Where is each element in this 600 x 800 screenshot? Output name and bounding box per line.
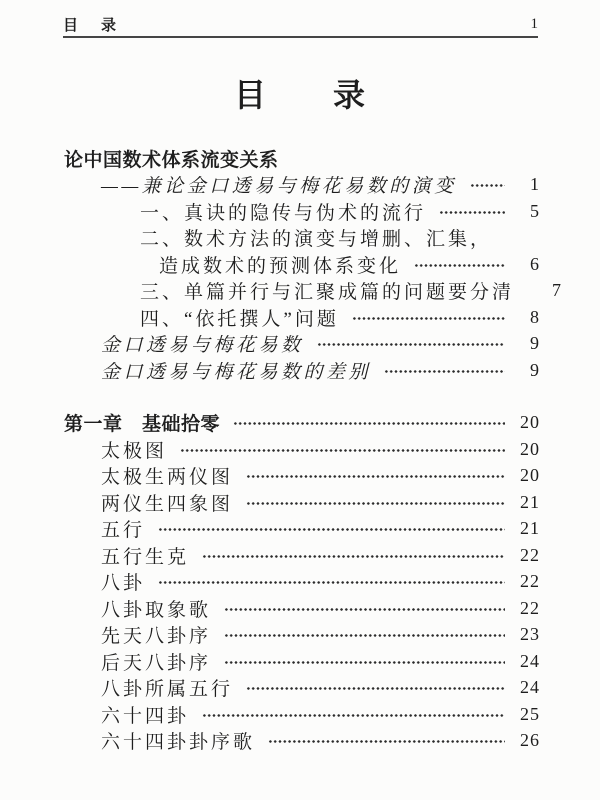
toc-entry-page-number: 9	[530, 359, 540, 380]
toc-entry	[64, 569, 540, 596]
toc-entry-page-number: 26	[520, 730, 540, 751]
toc-entry-page-number: 20	[520, 465, 540, 486]
running-header-page-number: 1	[530, 15, 538, 32]
dot-leader	[158, 579, 505, 586]
page-title: 目 录	[233, 77, 366, 113]
toc-entry	[64, 410, 540, 437]
toc-entry-text: 金口透易与梅花易数	[101, 335, 304, 357]
toc-entry-text: 先天八卦序	[101, 626, 212, 648]
toc-entry-text: 二、数术方法的演变与增删、汇集，	[140, 229, 493, 251]
dot-leader	[246, 473, 505, 480]
toc-entry	[64, 595, 540, 622]
toc-entry-page-number: 22	[520, 544, 540, 565]
toc-section-chapter-1	[64, 410, 540, 755]
toc-entry	[64, 304, 540, 331]
toc-entry-page-number: 22	[520, 597, 540, 618]
toc-entry-page-number: 8	[530, 306, 540, 327]
toc-entry-page-number: 5	[530, 200, 540, 221]
dot-leader	[224, 632, 505, 639]
toc-entry-text: 太极生两仪图	[101, 467, 234, 489]
toc-entry-page-number: 24	[520, 650, 540, 671]
running-header-title: 目 录	[63, 16, 121, 34]
toc-entry-text: 八卦	[101, 573, 146, 595]
toc-entry-text: 造成数术的预测体系变化	[159, 255, 402, 277]
toc-entry	[64, 675, 540, 702]
toc-entry	[64, 145, 540, 172]
toc-entry	[64, 648, 540, 675]
toc-entry-page-number: 24	[520, 677, 540, 698]
dot-leader	[180, 447, 505, 454]
dot-leader	[224, 659, 505, 666]
dot-leader	[439, 209, 505, 216]
dot-leader	[317, 341, 505, 348]
toc-entry	[64, 331, 540, 358]
dot-leader	[414, 262, 505, 269]
table-of-contents	[64, 145, 563, 754]
toc-entry-text: 金口透易与梅花易数的差别	[101, 361, 372, 383]
toc-entry	[64, 172, 540, 199]
toc-entry-page-number: 1	[530, 174, 540, 195]
toc-entry-text: 四、“依托撰人”问题	[140, 308, 339, 330]
dot-leader	[202, 712, 505, 719]
toc-entry-text: 六十四卦	[101, 705, 190, 727]
dot-leader	[246, 685, 505, 692]
toc-entry-page-number: 7	[552, 280, 563, 301]
toc-entry-text: 第一章 基础拾零	[64, 414, 221, 436]
dot-leader	[268, 738, 505, 745]
toc-entry	[64, 463, 540, 490]
dot-leader	[246, 500, 505, 507]
toc-entry	[64, 198, 540, 225]
toc-entry	[64, 225, 540, 252]
toc-entry-page-number: 22	[520, 571, 540, 592]
toc-entry	[64, 516, 540, 543]
toc-entry	[64, 542, 540, 569]
toc-entry-text: 五行	[101, 520, 146, 542]
dot-leader	[470, 182, 505, 189]
toc-entry-text: 两仪生四象图	[101, 493, 234, 515]
toc-entry	[64, 728, 540, 755]
toc-entry-page-number: 20	[520, 412, 540, 433]
toc-entry-text: 三、单篇并行与汇聚成篇的问题要分清	[140, 282, 515, 304]
dot-leader	[158, 526, 505, 533]
toc-entry	[64, 278, 563, 305]
dot-leader	[384, 368, 505, 375]
toc-entry-text: 八卦取象歌	[101, 599, 212, 621]
dot-leader	[202, 553, 505, 560]
toc-entry-text: 后天八卦序	[101, 652, 212, 674]
toc-entry	[64, 489, 540, 516]
toc-entry-text: 五行生克	[101, 546, 190, 568]
toc-entry-text: ——兼论金口透易与梅花易数的演变	[101, 176, 457, 198]
toc-entry-page-number: 21	[520, 491, 540, 512]
toc-entry-page-number: 20	[520, 438, 540, 459]
dot-leader	[352, 315, 505, 322]
toc-entry	[64, 357, 540, 384]
dot-leader	[224, 606, 505, 613]
dot-leader	[233, 420, 505, 427]
toc-entry-text: 太极图	[101, 440, 168, 462]
toc-entry	[64, 701, 540, 728]
toc-entry-page-number: 21	[520, 518, 540, 539]
toc-entry	[64, 622, 540, 649]
toc-entry-page-number: 9	[530, 333, 540, 354]
toc-section-front-essay	[64, 145, 563, 384]
toc-entry-page-number: 23	[520, 624, 540, 645]
running-header	[63, 12, 538, 38]
toc-entry	[64, 436, 540, 463]
toc-entry-text: 论中国数术体系流变关系	[64, 149, 279, 171]
toc-entry-text: 六十四卦卦序歌	[101, 732, 256, 754]
toc-entry-page-number: 25	[520, 703, 540, 724]
toc-entry-text: 八卦所属五行	[101, 679, 234, 701]
toc-entry-page-number: 6	[530, 253, 540, 274]
toc-entry	[64, 251, 540, 278]
toc-entry-text: 一、真诀的隐传与伪术的流行	[140, 202, 427, 224]
